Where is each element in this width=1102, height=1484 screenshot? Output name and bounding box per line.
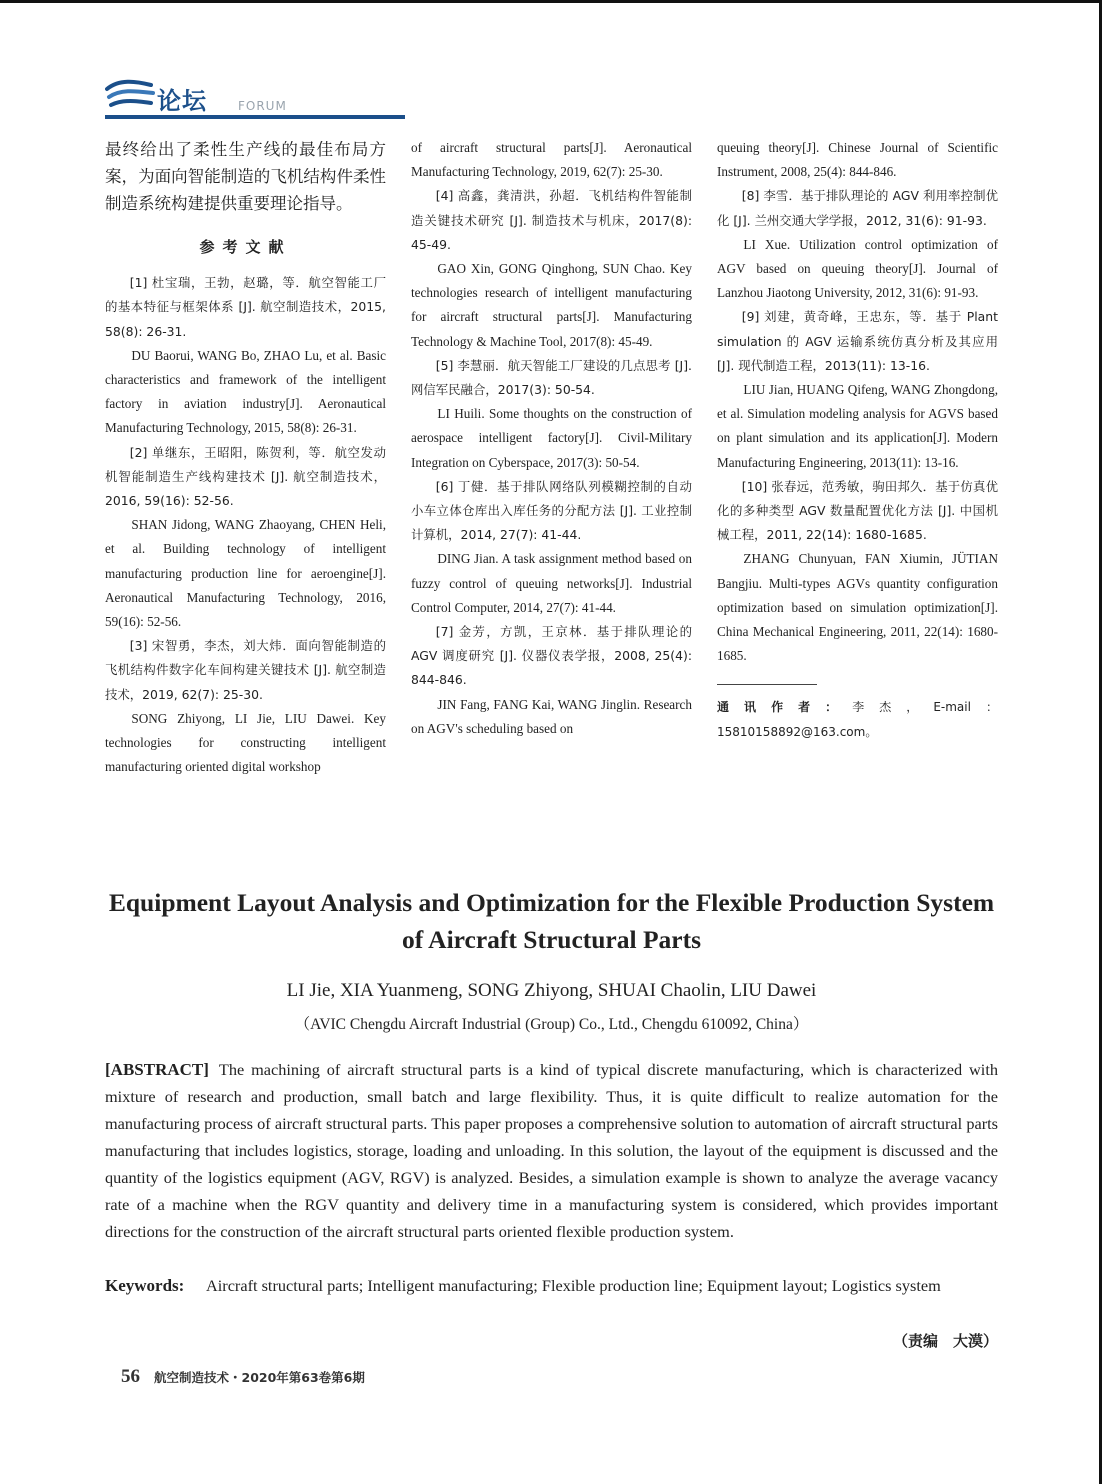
reference-8-en: LI Xue. Utilization control optimization of AGV based on queuing theory[J]. Journal of Lanzhou Jiaotong University, 2012, 31(6): 91-93. — [717, 236, 998, 301]
corresponding-author — [717, 695, 998, 743]
footnote-rule — [717, 684, 817, 685]
english-title: Equipment Layout Analysis and Optimization for the Flexible Production System of Aircraft Structural Parts — [108, 888, 995, 954]
reference-9-cn: [9] 刘建，黄奇峰，王忠东，等．基于 Plant simulation 的 AGV 运输系统仿真分析及其应用 [J]. 现代制造工程，2013(11): 13-16. — [717, 309, 998, 373]
conclusion-text: 最终给出了柔性生产线的最佳布局方案，为面向智能制造的飞机结构件柔性制造系统构建提供重要理论指导。 — [105, 140, 386, 213]
reference-3-en-part1: SONG Zhiyong, LI Jie, LIU Dawei. Key technologies for constructing intelligent manufacturing oriented digital workshop — [105, 710, 386, 775]
reference-7-cn: [7] 金芳，方凯，王京林．基于排队理论的 AGV 调度研究 [J]. 仪器仪表学报，2008, 25(4): 844-846. — [411, 624, 692, 688]
abstract-label: [ABSTRACT] — [105, 1060, 209, 1079]
reference-9-en: LIU Jian, HUANG Qifeng, WANG Zhongdong, et al. Simulation modeling analysis for AGVS based on plant simulation and its application[J]. Modern Manufacturing Engineering, 2013(11): 13-16. — [717, 382, 998, 470]
reference-3-en-part2: of aircraft structural parts[J]. Aeronautical Manufacturing Technology, 2019, 62(7): 25-30. — [411, 140, 692, 180]
keywords-text: Aircraft structural parts; Intelligent manufacturing; Flexible production line; Equipment layout; Logistics system — [206, 1276, 941, 1295]
reference-7-en-part1: JIN Fang, FANG Kai, WANG Jinglin. Research on AGV's scheduling based on — [411, 696, 692, 736]
header-rule — [105, 115, 405, 119]
reference-1-cn: [1] 杜宝瑞，王勃，赵璐，等．航空智能工厂的基本特征与框架体系 [J]. 航空制造技术，2015, 58(8): 26-31. — [105, 275, 386, 339]
reference-4-cn: [4] 高鑫，龚清洪，孙超．飞机结构件智能制造关键技术研究 [J]. 制造技术与机床，2017(8): 45-49. — [411, 188, 692, 252]
editor-note: （责编 大漠） — [892, 1332, 998, 1350]
reference-10-cn: [10] 张春远，范秀敏，驹田邦久．基于仿真优化的多种类型 AGV 数量配置优化方法 [J]. 中国机械工程，2011, 22(14): 1680-1685. — [717, 478, 998, 543]
reference-10-en: ZHANG Chunyuan, FAN Xiumin, JÜTIAN Bangjiu. Multi-types AGVs quantity configuration optimization based on simulation optimization[J]. China Mechanical Engineering, 2011, 22(14): 1680-1685. — [717, 551, 998, 664]
reference-2-cn: [2] 单继东，王昭阳，陈贺利，等．航空发动机智能制造生产线构建技术 [J]. 航空制造技术，2016, 59(16): 52-56. — [105, 444, 386, 509]
reference-1-en: DU Baorui, WANG Bo, ZHAO Lu, et al. Basic characteristics and framework of the intelligent factory in aviation industry[J]. Aeronautical Manufacturing Technology, 2015, 58(8): 26-31. — [105, 347, 386, 436]
reference-6-cn: [6] 丁健．基于排队网络队列模糊控制的自动小车立体仓库出入库任务的分配方法 [J]. 工业控制计算机，2014, 27(7): 41-44. — [411, 478, 692, 543]
reference-8-cn: [8] 李雪．基于排队理论的 AGV 利用率控制优化 [J]. 兰州交通大学学报，2012, 31(6): 91-93. — [717, 188, 998, 228]
reference-2-en: SHAN Jidong, WANG Zhaoyang, CHEN Heli, et al. Building technology of intelligent manufacturing production line for aeroengine[J]. Aeronautical Manufacturing Technology, 2016, 59(16): 52-56. — [105, 517, 386, 630]
english-keywords — [105, 1272, 998, 1299]
journal-name: 航空制造技术・2020年第63卷第6期 — [154, 1370, 365, 1385]
abstract-text: The machining of aircraft structural parts is a kind of typical discrete manufacturing, which is characterized with mixture of research and production, small batch and large flexibility. Thus, it is quite difficult to realize automation for the manufacturing process of aircraft structural parts. This paper proposes a comprehensive solution to automation of aircraft structural parts manufacturing that includes logistics, storage, loading and unloading. In this solution, the layout of the equipment is discussed and the quantity of the logistics equipment (AGV, RGV) is analyzed. Besides, a simulation example is shown to analyze the average vacancy rate of a machine when the RGV quantity and delivery time in a manufacturing system is considered, which provides important directions for the construction of the aircraft structural parts oriented flexible production system. — [105, 1060, 998, 1241]
page-number: 56 — [121, 1366, 140, 1387]
column-middle — [411, 136, 692, 741]
keywords-label: Keywords: — [105, 1276, 185, 1295]
reference-7-en-part2: queuing theory[J]. Chinese Journal of Scientific Instrument, 2008, 25(4): 844-846. — [717, 140, 998, 180]
reference-3-cn: [3] 宋智勇，李杰，刘大炜．面向智能制造的飞机结构件数字化车间构建关键技术 [J]. 航空制造技术，2019, 62(7): 25-30. — [105, 638, 386, 702]
section-header — [105, 75, 405, 117]
english-authors: LI Jie, XIA Yuanmeng, SONG Zhiyong, SHUAI Chaolin, LIU Dawei — [286, 980, 817, 1001]
reference-5-cn: [5] 李慧丽．航天智能工厂建设的几点思考 [J]. 网信军民融合，2017(3): 50-54. — [411, 357, 692, 398]
contact-text: 李杰，E-mail：15810158892@163.com。 — [717, 700, 998, 739]
page-footer — [121, 1366, 365, 1388]
english-affiliation: （AVIC Chengdu Aircraft Industrial (Group) Co., Ltd., Chengdu 610092, China） — [294, 1016, 809, 1033]
section-subtitle: FORUM — [238, 99, 287, 113]
reference-4-en: GAO Xin, GONG Qinghong, SUN Chao. Key technologies research of intelligent manufacturing for aircraft structural parts[J]. Manufacturing Technology & Machine Tool, 2017(8): 45-49. — [411, 261, 692, 349]
page-top-border — [0, 0, 1102, 3]
forum-logo-icon — [105, 75, 157, 115]
english-abstract — [105, 1056, 998, 1245]
column-left — [105, 136, 386, 779]
contact-label: 通讯作者： — [717, 700, 853, 715]
references-heading: 参考文献 — [199, 238, 292, 256]
section-title: 论坛 — [157, 87, 207, 115]
column-right — [717, 136, 998, 744]
reference-5-en: LI Huili. Some thoughts on the construction of aerospace intelligent factory[J]. Civil-Military Integration on Cyberspace, 2017(3): 50-54. — [411, 406, 692, 470]
reference-6-en: DING Jian. A task assignment method based on fuzzy control of queuing networks[J]. Industrial Control Computer, 2014, 27(7): 41-44. — [411, 551, 692, 615]
